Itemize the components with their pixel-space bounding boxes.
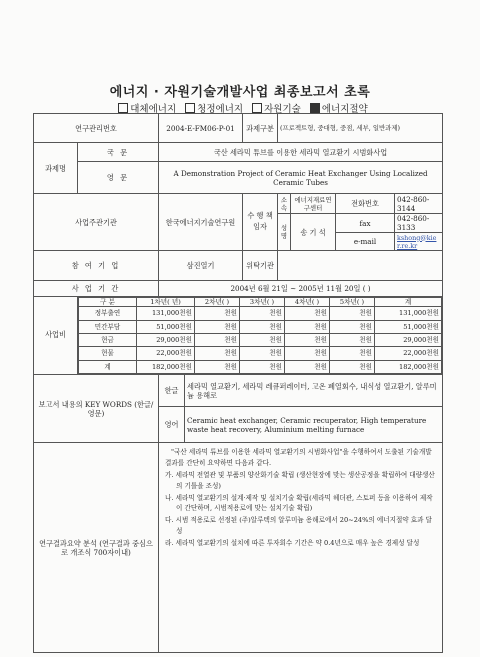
budget-header-cell: 1차년( 년): [137, 298, 195, 307]
budget-cell: 천원: [330, 307, 375, 320]
summary-intro: "국산 세라믹 튜브를 이용한 세라믹 열교환기의 시범화사업"을 수행하여서 도출된 기술개발 결과를 간단히 요약하면 다음과 같다.: [165, 448, 432, 467]
period-label: 사 업 기 간: [34, 281, 159, 297]
category-resource-tech[interactable]: 자원기술: [246, 104, 301, 115]
org-label: 사업주관기관: [34, 194, 159, 251]
mgmt-no-label: 연구관리번호: [34, 114, 159, 143]
budget-header-cell: 3차년( ): [240, 298, 285, 307]
category-clean-energy[interactable]: 청정에너지: [179, 104, 243, 115]
summary-item: 나. 세라믹 열교환기의 설계·제작 및 설치기술 확립(세라믹 헤더관, 스토퍼 등을 이용하여 제작이 간단하며, 시범적용로에 맞는 설치기술 확립): [165, 493, 433, 513]
budget-cell: 천원: [195, 307, 240, 320]
org-name: 한국에너지기술연구원: [159, 194, 243, 251]
budget-cell: 51,000천원: [137, 320, 195, 333]
budget-cell: 182,000천원: [375, 360, 442, 373]
budget-row-label: 계: [79, 360, 137, 373]
budget-cell: 천원: [285, 333, 330, 346]
budget-row: [79, 333, 442, 346]
checkbox-icon[interactable]: [252, 103, 262, 113]
budget-row-label: 현물: [79, 347, 137, 360]
budget-row-label: 정부출연: [79, 307, 137, 320]
budget-cell: 천원: [330, 347, 375, 360]
phone-label: 전화번호: [336, 194, 395, 214]
budget-header-cell: 5차년( ): [330, 298, 375, 307]
email-label: e-mail: [336, 233, 395, 251]
person-name: 송 기 석: [291, 214, 336, 251]
budget-row-label: 민간부담: [79, 320, 137, 333]
budget-cell: 29,000천원: [137, 333, 195, 346]
budget-cell: 천원: [240, 307, 285, 320]
report-table: [33, 113, 443, 653]
budget-cell: 천원: [240, 347, 285, 360]
english-title: A Demonstration Project of Ceramic Heat Exchanger Using Localized Ceramic Tubes: [159, 162, 443, 194]
project-name-label: 과제명: [34, 143, 78, 194]
budget-cell: 22,000천원: [375, 347, 442, 360]
fax-value: 042-860-3133: [395, 214, 443, 233]
budget-cell: 천원: [285, 320, 330, 333]
budget-table: [78, 297, 442, 374]
budget-cell: 29,000천원: [375, 333, 442, 346]
budget-cell: 천원: [285, 347, 330, 360]
phone-value: 042-860-3144: [395, 194, 443, 214]
summary-item: 라. 세라믹 열교환기의 설치에 따른 투자회수 기간은 약 0.4년으로 매우 높은 경제성 달성: [165, 539, 420, 547]
consign-label: 위탁기관: [243, 251, 278, 281]
korean-title: 국산 세라믹 튜브를 이용한 세라믹 열교환기 시범화사업: [159, 143, 443, 162]
keywords-label: 보고서 내용의 KEY WORDS (한글/영문): [34, 375, 159, 443]
participant-company: 삼진열기: [159, 251, 243, 281]
budget-cell: 천원: [195, 333, 240, 346]
budget-row: [79, 360, 442, 373]
budget-cell: 천원: [195, 320, 240, 333]
budget-cell: 천원: [195, 360, 240, 373]
checkbox-checked-icon[interactable]: [310, 103, 320, 113]
summary-items: [165, 470, 436, 549]
participants-label: 참 여 기 업: [34, 251, 159, 281]
budget-cell: 천원: [240, 333, 285, 346]
person-name-label: 성명: [278, 214, 291, 251]
budget-row: [79, 307, 442, 320]
checkbox-icon[interactable]: [118, 103, 128, 113]
budget-header-cell: 2차년( ): [195, 298, 240, 307]
budget-body: [79, 307, 442, 374]
budget-cell: 51,000천원: [375, 320, 442, 333]
budget-cell: 천원: [195, 347, 240, 360]
affiliation-value: 에너지재료연구센터: [291, 194, 336, 214]
keywords-english-label: 영어: [159, 407, 185, 443]
budget-header-cell: 계: [375, 298, 442, 307]
category-alt-energy[interactable]: 대체에너지: [112, 104, 176, 115]
summary-label: 연구결과요약 분석 (연구결과 중심으로 개조식 700자이내): [34, 443, 159, 653]
budget-cell: 천원: [285, 360, 330, 373]
project-type-label: 과제구분: [243, 114, 278, 143]
budget-label: 사업비: [34, 297, 78, 375]
budget-cell: 천원: [330, 320, 375, 333]
english-label: 영 문: [78, 162, 159, 194]
category-energy-saving[interactable]: 에너지절약: [304, 104, 368, 115]
budget-row: [79, 347, 442, 360]
budget-cell: 131,000천원: [375, 307, 442, 320]
budget-row-label: 현금: [79, 333, 137, 346]
project-type-value: (프로젝트형, 중대형, 중점, 세부, 일반과제): [278, 114, 443, 143]
budget-cell: 천원: [240, 360, 285, 373]
budget-header-row: [79, 298, 442, 307]
fax-label: fax: [336, 214, 395, 233]
performer-label: 수 행 책임자: [243, 194, 278, 251]
budget-header-cell: 구 분: [79, 298, 137, 307]
budget-cell: 천원: [285, 307, 330, 320]
budget-header-cell: 4차년( ): [285, 298, 330, 307]
email-link[interactable]: kshong@kier.re.kr: [397, 233, 437, 250]
budget-cell: 22,000천원: [137, 347, 195, 360]
keywords-korean: 세라믹 열교환기, 세라믹 레큐퍼레이터, 고온 폐열회수, 내식성 열교환기, 알루미늄 용해로: [185, 375, 443, 407]
budget-row: [79, 320, 442, 333]
keywords-korean-label: 한글: [159, 375, 185, 407]
budget-cell: 천원: [330, 360, 375, 373]
korean-label: 국 문: [78, 143, 159, 162]
budget-cell: 천원: [240, 320, 285, 333]
affiliation-label: 소속: [278, 194, 291, 214]
summary-item: 다. 시범 적용로로 선정된 (주)알루텍의 알루미늄 용해로에서 20~24%의 에너지절약 효과 달성: [165, 516, 432, 536]
budget-cell: 131,000천원: [137, 307, 195, 320]
budget-cell: 182,000천원: [137, 360, 195, 373]
summary-item: 가. 세라믹 전열관 및 부품의 양산화기술 확립 (생산현장에 맞는 생산공정을 확립하여 대량생산의 기틀을 조성): [165, 470, 435, 490]
period-value: 2004년 6월 21일 ~ 2005년 11월 20일 ( ): [159, 281, 443, 297]
document-title: 에너지 · 자원기술개발사업 최종보고서 초록: [109, 85, 371, 100]
keywords-english: Ceramic heat exchanger, Ceramic recuperator, High temperature waste heat recovery, Aluminium melting furnace: [185, 407, 443, 443]
mgmt-no-value: 2004-E-FM06-P-01: [159, 114, 243, 143]
budget-cell: 천원: [330, 333, 375, 346]
consign-value: [278, 251, 443, 281]
checkbox-icon[interactable]: [185, 103, 195, 113]
summary-content: [159, 443, 443, 653]
